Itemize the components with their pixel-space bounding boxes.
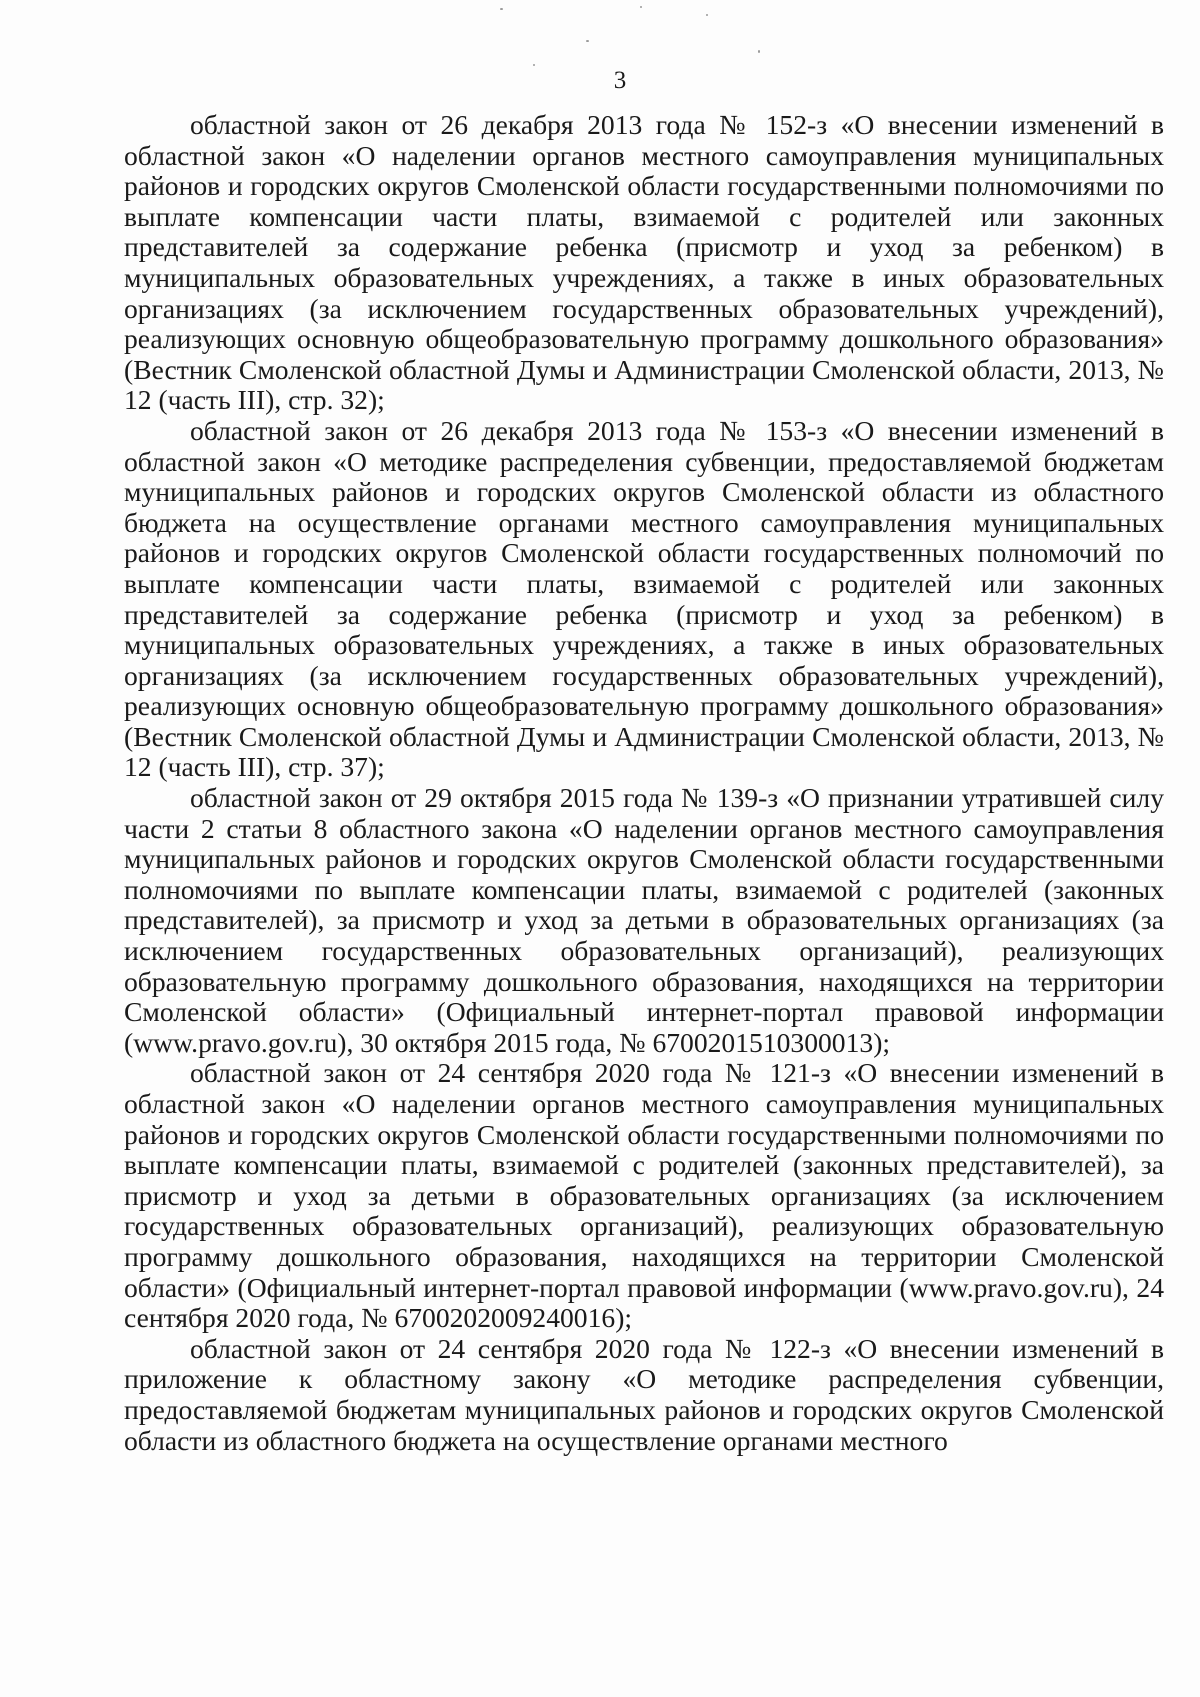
paragraph-law-139-z: областной закон от 29 октября 2015 года № 139-з «О признании утратившей силу части 2 статьи 8 областного закона «О наделении органов местного самоуправления муниципальных районов и городских округов Смоленской области государственными полномочиями по выплате компенсации платы, взимаемой с родителей (законных представителей), за присмотр и уход за детьми в образовательных организациях (за исключением государственных образовательных организаций), реализующих образовательную программу дошкольного образования, находящихся на территории Смоленской области» (Официальный интернет-портал правовой информации (www.pravo.gov.ru), 30 октября 2015 года, № 6700201510300013); — [124, 782, 1164, 1058]
page-number: 3 — [613, 67, 627, 94]
scan-speck — [586, 40, 589, 42]
scan-speck — [758, 50, 760, 53]
scan-speck — [640, 6, 642, 8]
paragraph-law-122-z: областной закон от 24 сентября 2020 года № 122-з «О внесении изменений в приложение к областному закону «О методике распределения субвенции, предоставляемой бюджетам муниципальных районов и городских округов Смоленской области из областного бюджета на осуществление органами местного — [124, 1332, 1164, 1456]
document-body — [124, 110, 1164, 1456]
scan-speck — [706, 14, 708, 16]
paragraph-law-152-z: областной закон от 26 декабря 2013 года № 152-з «О внесении изменений в областной закон «О наделении органов местного самоуправления муниципальных районов и городских округов Смоленской области государственными полномочиями по выплате компенсации части платы, взимаемой с родителей или законных представителей за содержание ребенка (присмотр и уход за ребенком) в муниципальных образовательных учреждениях, а также в иных образовательных организациях (за исключением государственных образовательных учреждений), реализующих основную общеобразовательную программу дошкольного образования» (Вестник Смоленской областной Думы и Администрации Смоленской области, 2013, № 12 (часть III), стр. 32); — [124, 109, 1164, 416]
scan-speck — [500, 8, 503, 10]
paragraph-law-121-z: областной закон от 24 сентября 2020 года № 121-з «О внесении изменений в областной закон «О наделении органов местного самоуправления муниципальных районов и городских округов Смоленской области государственными полномочиями по выплате компенсации платы, взимаемой с родителей (законных представителей), за присмотр и уход за детьми в образовательных организациях (за исключением государственных образовательных организаций), реализующих образовательную программу дошкольного образования, находящихся на территории Смоленской области» (Официальный интернет-портал правовой информации (www.pravo.gov.ru), 24 сентября 2020 года, № 6700202009240016); — [124, 1057, 1164, 1334]
paragraph-law-153-z: областной закон от 26 декабря 2013 года № 153-з «О внесении изменений в областной закон «О методике распределения субвенции, предоставляемой бюджетам муниципальных районов и городских округов Смоленской области из областного бюджета на осуществление органами местного самоуправления муниципальных районов и городских округов Смоленской области государственных полномочий по выплате компенсации части платы, взимаемой с родителей или законных представителей за содержание ребенка (присмотр и уход за ребенком) в муниципальных образовательных учреждениях, а также в иных образовательных организациях (за исключением государственных образовательных учреждений), реализующих основную общеобразовательную программу дошкольного образования» (Вестник Смоленской областной Думы и Администрации Смоленской области, 2013, № 12 (часть III), стр. 37); — [124, 414, 1164, 783]
